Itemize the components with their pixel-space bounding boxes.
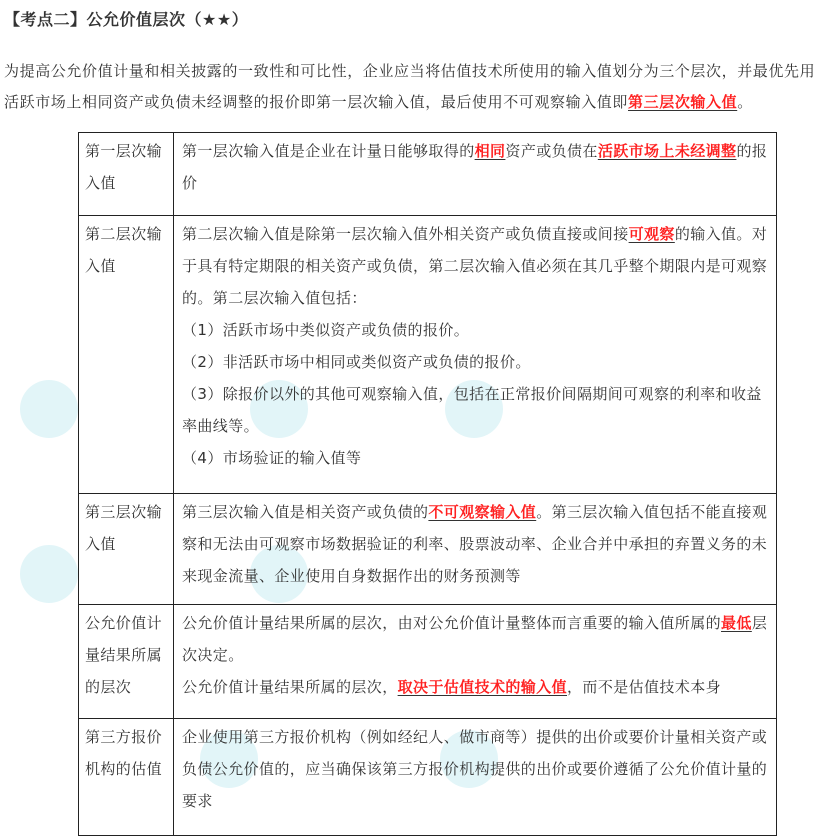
watermark-logo xyxy=(20,380,78,438)
row-header: 第一层次输入值 xyxy=(79,133,174,216)
content-text: 第三层次输入值是相关资产或负债的 xyxy=(182,503,429,521)
intro-text: 为提高公允价值计量和相关披露的一致性和可比性，企业应当将估值技术所使用的输入值划分为三个层次，并最优先用活跃市场上相同资产或负债未经调整的报价即第一层次输入值，最后使用不可观察输入值即 xyxy=(4,62,816,111)
row-header: 第三方报价机构的估值 xyxy=(79,719,174,836)
list-item: （3）除报价以外的其他可观察输入值，包括在正常报价间隔期间可观察的利率和收益率曲线等。 xyxy=(182,385,762,435)
content-text: 公允价值计量结果所属的层次， xyxy=(182,678,398,696)
content-highlight: 取决于估值技术的输入值 xyxy=(397,678,568,696)
content-text: ，而不是估值技术本身 xyxy=(567,678,722,696)
table-row xyxy=(79,216,777,494)
content-text: 公允价值计量结果所属的层次，由对公允价值计量整体而言重要的输入值所属的 xyxy=(182,614,722,632)
intro-highlight: 第三层次输入值 xyxy=(628,93,738,111)
content-highlight: 最低 xyxy=(721,614,752,632)
list-item: （2）非活跃市场中相同或类似资产或负债的报价。 xyxy=(182,353,531,371)
content-paragraph xyxy=(182,607,770,671)
row-content xyxy=(174,494,777,605)
content-text: 企业使用第三方报价机构（例如经纪人、做市商等）提供的出价或要价计量相关资产或负债公允价值的，应当确保该第三方报价机构提供的出价或要价遵循了公允价值计量的要求 xyxy=(182,728,768,810)
row-content xyxy=(174,133,777,216)
content-paragraph xyxy=(182,671,770,703)
content-paragraph xyxy=(182,218,770,314)
content-highlight: 活跃市场上未经调整 xyxy=(597,142,737,160)
row-header: 第三层次输入值 xyxy=(79,494,174,605)
list-item: （1）活跃市场中类似资产或负债的报价。 xyxy=(182,321,470,339)
content-text: 第一层次输入值是企业在计量日能够取得的 xyxy=(182,142,475,160)
table-row xyxy=(79,133,777,216)
intro-text-end: 。 xyxy=(737,93,753,111)
row-content xyxy=(174,719,777,836)
row-header: 第二层次输入值 xyxy=(79,216,174,494)
row-content xyxy=(174,605,777,719)
content-text: 的输入值。对于具有特定期限的相关资产或负债，第二层次输入值必须在其几乎整个期限内是可观察的。第二层次输入值包括： xyxy=(182,225,768,307)
content-text: 第二层次输入值是除第一层次输入值外相关资产或负债直接或间接 xyxy=(182,225,629,243)
list-item: （4）市场验证的输入值等 xyxy=(182,449,362,467)
fair-value-hierarchy-table xyxy=(78,132,777,836)
watermark-logo xyxy=(20,545,78,603)
content-text: 层次决定。 xyxy=(182,614,768,664)
page-title: 【考点二】公允价值层次（★★） xyxy=(4,10,249,29)
content-highlight: 不可观察输入值 xyxy=(428,503,537,521)
content-text: 的报价 xyxy=(182,142,768,192)
content-text: 。第三层次输入值包括不能直接观察和无法由可观察市场数据验证的利率、股票波动率、企业合并中承担的弃置义务的未来现金流量、企业使用自身数据作出的财务预测等 xyxy=(182,503,768,585)
row-content xyxy=(174,216,777,494)
row-header: 公允价值计量结果所属的层次 xyxy=(79,605,174,719)
table-row xyxy=(79,494,777,605)
intro-paragraph xyxy=(4,56,819,118)
table-row xyxy=(79,605,777,719)
content-highlight: 可观察 xyxy=(628,225,675,243)
content-highlight: 相同 xyxy=(474,142,506,160)
table-row xyxy=(79,719,777,836)
content-text: 资产或负债在 xyxy=(505,142,598,160)
